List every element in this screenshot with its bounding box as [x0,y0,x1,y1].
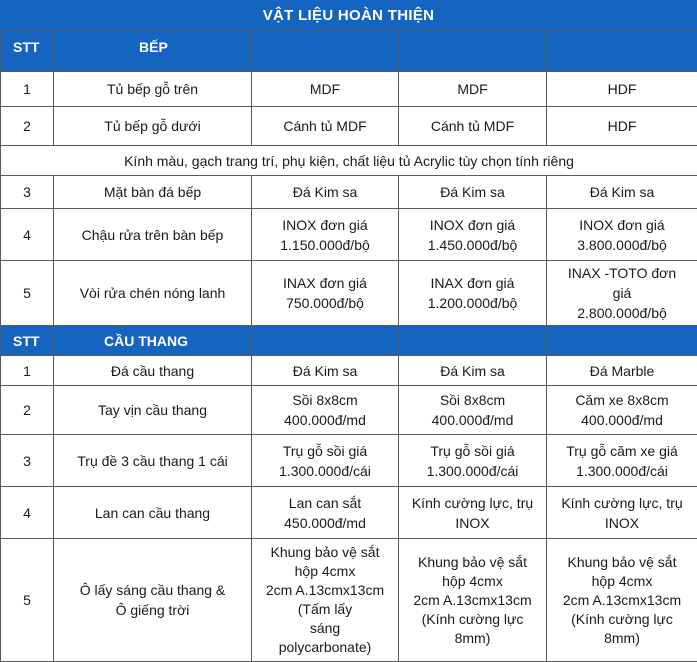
header-empty-cell [547,326,697,356]
item-cell: Tủ bếp gỗ trên [54,72,252,107]
option-line: INOX [403,513,542,533]
stt-cell: 5 [1,261,54,326]
option-line: 2.800.000đ/bộ [551,303,693,323]
option-cell: Đá Kim sa [399,356,547,386]
table-row [1,72,697,107]
option-line: 400.000đ/md [403,410,542,430]
option-cell [252,261,399,326]
option-line: 1.300.000đ/cái [256,461,394,481]
option-line: hộp 4cmx [551,572,693,591]
option-line: giá [551,283,693,303]
option-cell [547,539,697,662]
option-cell: MDF [252,72,399,107]
table-row [1,435,697,487]
stt-cell: 3 [1,435,54,487]
stt-cell: 2 [1,107,54,146]
item-cell [54,539,252,662]
option-line: INOX đơn giá [403,215,542,235]
option-line: INAX đơn giá [256,273,394,293]
stairs-section-label: CẦU THANG [54,326,252,356]
option-line: sáng [256,619,394,638]
option-cell [399,487,547,539]
option-line: 3.800.000đ/bộ [551,235,693,255]
table-row [1,176,697,209]
option-line: Sồi 8x8cm [403,390,542,410]
item-cell: Mặt bàn đá bếp [54,176,252,209]
option-cell [252,539,399,662]
kitchen-section-label: BẾP [54,31,252,72]
option-cell [252,435,399,487]
option-cell: Cánh tủ MDF [399,107,547,146]
option-cell [252,209,399,261]
option-line: Trụ gỗ sồi giá [256,441,394,461]
option-cell: Đá Kim sa [252,176,399,209]
option-line: hộp 4cmx [403,572,542,591]
stt-cell: 3 [1,176,54,209]
option-cell [547,209,697,261]
stt-cell: 4 [1,209,54,261]
stt-cell: 1 [1,356,54,386]
option-cell [547,261,697,326]
option-line: 1.450.000đ/bộ [403,235,542,255]
option-line: 2cm A.13cmx13cm [551,591,693,610]
materials-table [0,30,697,662]
option-cell: Đá Kim sa [547,176,697,209]
option-line: (Kính cường lực [403,610,542,629]
option-line: 2cm A.13cmx13cm [256,581,394,600]
table-row [1,107,697,146]
option-line: Căm xe 8x8cm [551,390,693,410]
table-title: VẬT LIỆU HOÀN THIỆN [0,0,697,30]
option-cell: HDF [547,107,697,146]
option-line: polycarbonate) [256,638,394,657]
option-cell [399,539,547,662]
option-cell: HDF [547,72,697,107]
option-line: INAX -TOTO đơn [551,263,693,283]
option-line: 400.000đ/md [256,410,394,430]
option-cell: Đá Marble [547,356,697,386]
option-line: hộp 4cmx [256,562,394,581]
item-cell: Trụ đề 3 cầu thang 1 cái [54,435,252,487]
option-line: Kính cường lực, trụ [403,493,542,513]
header-empty-cell [252,326,399,356]
option-line: Trụ gỗ căm xe giá [551,441,693,461]
option-line: Lan can sắt [256,493,394,513]
item-line: Ô lấy sáng cầu thang & [58,580,247,600]
option-line: 1.300.000đ/cái [403,461,542,481]
stairs-section-header [1,326,697,356]
option-cell [399,386,547,435]
option-cell [547,435,697,487]
option-cell: Đá Kim sa [252,356,399,386]
item-cell: Chậu rửa trên bàn bếp [54,209,252,261]
option-line: INAX đơn giá [403,273,542,293]
item-cell: Tủ bếp gỗ dưới [54,107,252,146]
option-cell [252,487,399,539]
note-row [1,146,697,176]
option-line: 750.000đ/bộ [256,293,394,313]
table-row [1,356,697,386]
stt-header: STT [1,31,54,72]
option-line: Khung bảo vệ sắt [256,543,394,562]
option-line: 8mm) [551,629,693,648]
table-row [1,487,697,539]
table-row [1,386,697,435]
table-row [1,209,697,261]
option-line: 1.150.000đ/bộ [256,235,394,255]
option-cell [547,386,697,435]
option-cell [399,209,547,261]
item-line: Ô giếng trời [58,600,247,620]
option-line: INOX đơn giá [551,215,693,235]
option-line: Kính cường lực, trụ [551,493,693,513]
option-line: 1.200.000đ/bộ [403,293,542,313]
option-line: 2cm A.13cmx13cm [403,591,542,610]
option-cell [399,261,547,326]
option-line: INOX đơn giá [256,215,394,235]
option-cell [547,487,697,539]
option-line: Sồi 8x8cm [256,390,394,410]
kitchen-section-header [1,31,697,72]
note-cell: Kính màu, gạch trang trí, phụ kiện, chất liệu tủ Acrylic tùy chọn tính riêng [1,146,697,176]
option-cell [399,435,547,487]
option-line: Khung bảo vệ sắt [403,553,542,572]
option-line: Trụ gỗ sồi giá [403,441,542,461]
header-empty-cell [399,31,547,72]
option-line: (Tấm lấy [256,600,394,619]
table-row [1,261,697,326]
option-line: 400.000đ/md [551,410,693,430]
stt-cell: 2 [1,386,54,435]
header-empty-cell [252,31,399,72]
item-cell: Tay vịn cầu thang [54,386,252,435]
item-cell: Đá cầu thang [54,356,252,386]
option-cell: MDF [399,72,547,107]
option-cell [252,386,399,435]
option-line: Khung bảo vệ sắt [551,553,693,572]
option-line: 1.300.000đ/cái [551,461,693,481]
item-cell: Lan can cầu thang [54,487,252,539]
option-line: 8mm) [403,629,542,648]
stt-cell: 5 [1,539,54,662]
option-line: 450.000đ/md [256,513,394,533]
option-cell: Đá Kim sa [399,176,547,209]
table-row [1,539,697,662]
stt-cell: 1 [1,72,54,107]
item-cell: Vòi rửa chén nóng lanh [54,261,252,326]
option-line: (Kính cường lực [551,610,693,629]
stt-cell: 4 [1,487,54,539]
header-empty-cell [399,326,547,356]
header-empty-cell [547,31,697,72]
stt-header: STT [1,326,54,356]
option-line: INOX [551,513,693,533]
option-cell: Cánh tủ MDF [252,107,399,146]
